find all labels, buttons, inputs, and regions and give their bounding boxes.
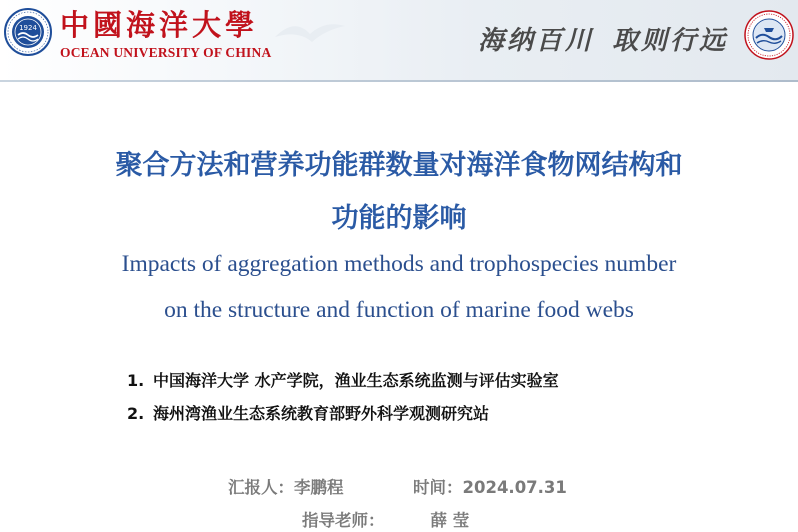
reporter-name: 李鹏程 [294, 478, 344, 497]
date-info [413, 474, 567, 498]
seagull-icon [270, 12, 350, 52]
affiliation-item [127, 401, 489, 424]
university-name-en: OCEAN UNIVERSITY OF CHINA [60, 45, 272, 60]
advisor-info [302, 507, 469, 531]
title-cn-line1: 聚合方法和营养功能群数量对海洋食物网结构和 [115, 150, 683, 181]
affiliation-item [127, 368, 559, 391]
affiliation-text: 海州湾渔业生态系统教育部野外科学观测研究站 [153, 404, 490, 423]
reporter-info [228, 474, 344, 498]
time-label: 时间： [413, 478, 463, 497]
university-motto [478, 20, 728, 57]
lab-emblem-icon [744, 10, 794, 60]
affiliation-text: 中国海洋大学 水产学院，渔业生态系统监测与评估实验室 [153, 371, 559, 390]
affiliation-number: 1. [127, 371, 145, 390]
time-value: 2024.07.31 [462, 478, 567, 497]
header-divider [0, 80, 798, 82]
university-seal-icon [4, 8, 52, 56]
header-banner [0, 0, 798, 80]
motto-part1: 海纳百川 [478, 26, 595, 56]
advisor-name: 薛 莹 [430, 511, 470, 530]
university-name-cn: 中國海洋大學 [60, 8, 259, 42]
title-en-line1: Impacts of aggregation methods and trophospecies number [121, 251, 677, 277]
title-cn-line2: 功能的影响 [331, 203, 467, 234]
title-en-line2: on the structure and function of marine food webs [164, 297, 634, 323]
motto-part2: 取则行远 [612, 26, 729, 56]
reporter-label: 汇报人： [228, 478, 294, 497]
seal-year-text: 1924 [19, 24, 37, 32]
affiliation-number: 2. [127, 404, 145, 423]
advisor-label: 指导老师： [302, 511, 385, 530]
